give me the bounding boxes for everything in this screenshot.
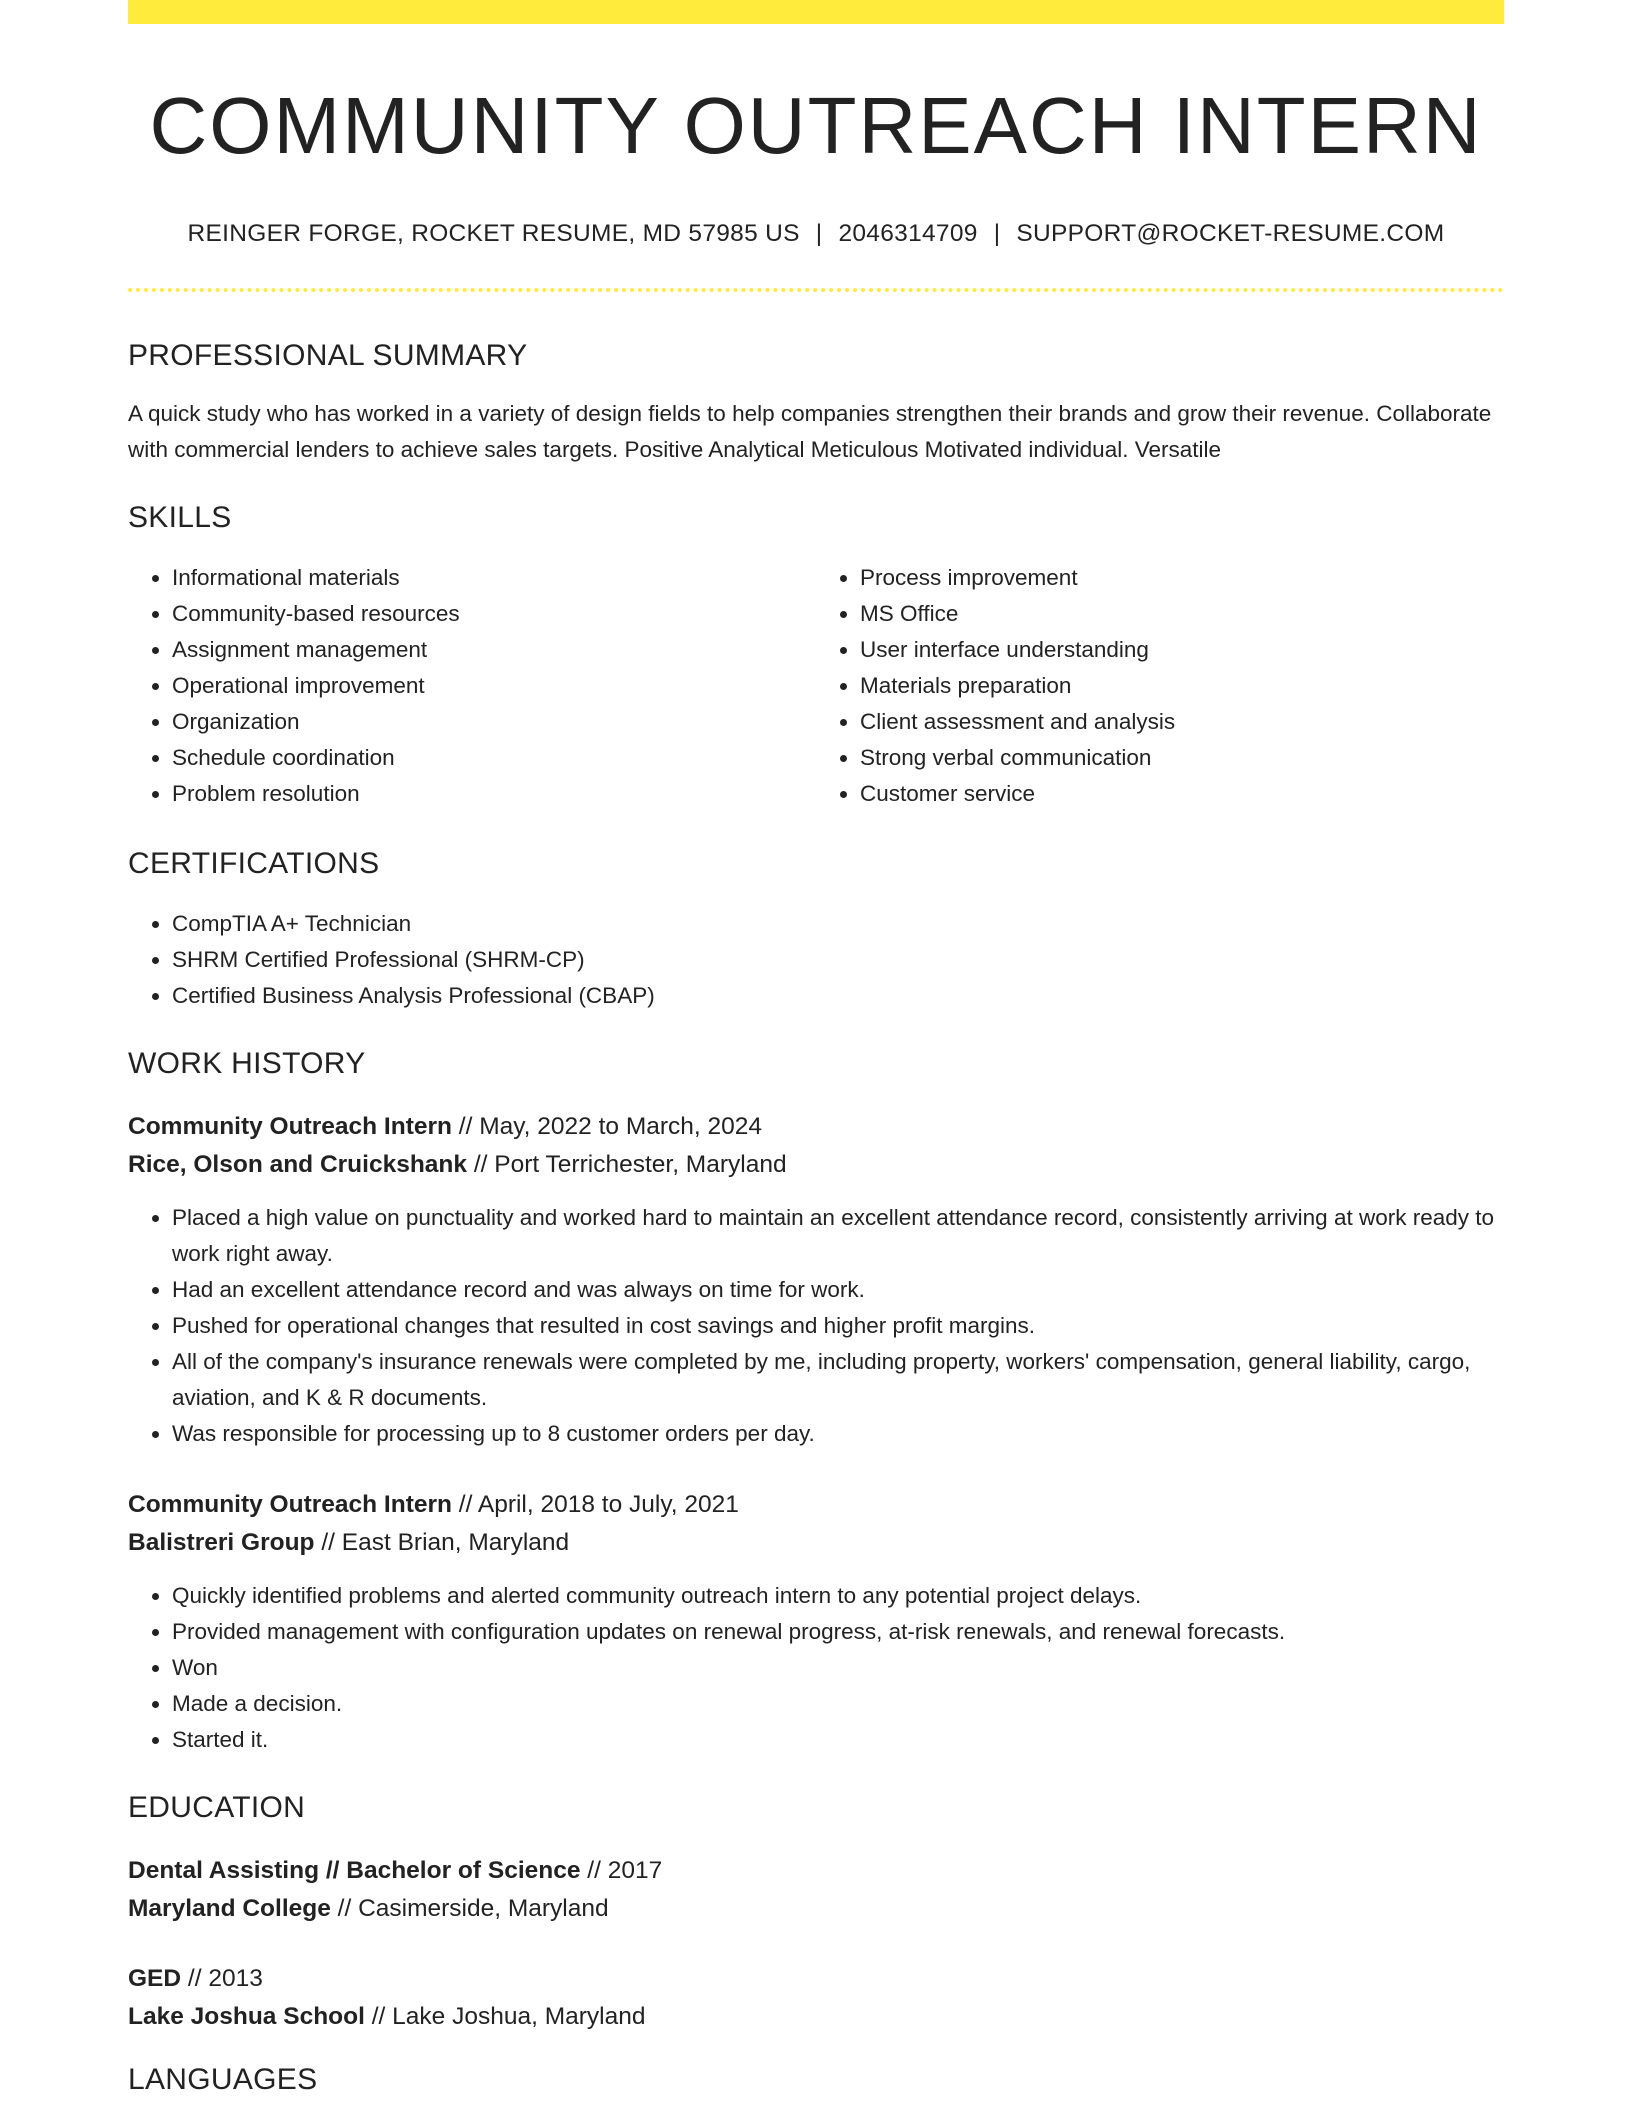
skill-item: • Organization <box>172 704 816 740</box>
skill-item: • Operational improvement <box>172 668 816 704</box>
skill-item: • Community-based resources <box>172 596 816 632</box>
job-bullet: • Provided management with configuration updates on renewal progress, at-risk renewals, and renewal forecasts. <box>172 1614 1504 1650</box>
education-degree: GED <box>128 1965 182 1992</box>
education-location: // Casimerside, Maryland <box>337 1895 609 1922</box>
job-bullet: • Won <box>172 1650 1504 1686</box>
job-entry <box>128 1108 1504 1452</box>
education-school-line <box>128 1890 1504 1928</box>
education-school: Lake Joshua School <box>128 2003 365 2030</box>
skill-item: • Informational materials <box>172 560 816 596</box>
skill-item: • Materials preparation <box>860 668 1504 704</box>
job-title-line <box>128 1108 1504 1146</box>
education-location: // Lake Joshua, Maryland <box>371 2003 646 2030</box>
education-entry <box>128 1852 1504 1928</box>
job-bullet-list <box>128 1578 1504 1758</box>
education-school: Maryland College <box>128 1895 331 1922</box>
dotted-divider <box>128 288 1504 292</box>
job-company: Balistreri Group <box>128 1529 315 1556</box>
job-bullet: • Was responsible for processing up to 8 customer orders per day. <box>172 1416 1504 1452</box>
job-bullet: • Pushed for operational changes that resulted in cost savings and higher profit margins. <box>172 1308 1504 1344</box>
skill-item: • Assignment management <box>172 632 816 668</box>
job-location: // Port Terrichester, Maryland <box>473 1151 787 1178</box>
work-history-heading: WORK HISTORY <box>128 1047 366 1080</box>
top-accent-bar <box>128 0 1504 24</box>
skill-item: • Process improvement <box>860 560 1504 596</box>
skill-item: • Strong verbal communication <box>860 740 1504 776</box>
skills-heading: SKILLS <box>128 501 232 534</box>
job-company: Rice, Olson and Cruickshank <box>128 1151 468 1178</box>
job-title: Community Outreach Intern <box>128 1113 452 1140</box>
education-degree-line <box>128 1852 1504 1890</box>
skills-list-right <box>816 560 1504 812</box>
job-dates: // May, 2022 to March, 2024 <box>458 1113 763 1140</box>
education-year: // 2013 <box>187 1965 263 1992</box>
job-location: // East Brian, Maryland <box>321 1529 570 1556</box>
certification-item: • Certified Business Analysis Professional (CBAP) <box>172 978 1504 1014</box>
skill-item: • User interface understanding <box>860 632 1504 668</box>
education-degree: Dental Assisting // Bachelor of Science <box>128 1857 581 1884</box>
job-bullet: • Started it. <box>172 1722 1504 1758</box>
candidate-name: COMMUNITY OUTREACH INTERN <box>149 81 1483 170</box>
job-bullet: • Placed a high value on punctuality and worked hard to maintain an excellent attendance record, consistently arriving at work ready to work right away. <box>172 1200 1504 1272</box>
education-entry <box>128 1960 1504 2036</box>
job-company-line <box>128 1146 1504 1184</box>
summary-heading: PROFESSIONAL SUMMARY <box>128 339 528 372</box>
certifications-heading: CERTIFICATIONS <box>128 847 380 880</box>
job-title-line <box>128 1486 1504 1524</box>
contact-line <box>128 220 1504 248</box>
certifications-list <box>128 906 1504 1014</box>
job-bullet-list <box>128 1200 1504 1452</box>
education-school-line <box>128 1998 1504 2036</box>
skill-item: • Client assessment and analysis <box>860 704 1504 740</box>
skill-item: • Customer service <box>860 776 1504 812</box>
resume-page <box>128 0 1504 2098</box>
contact-separator: | <box>993 220 1001 247</box>
skills-grid <box>128 560 1504 812</box>
skill-item: • MS Office <box>860 596 1504 632</box>
certification-item: • SHRM Certified Professional (SHRM-CP) <box>172 942 1504 978</box>
skill-item: • Schedule coordination <box>172 740 816 776</box>
job-company-line <box>128 1524 1504 1562</box>
contact-address: REINGER FORGE, ROCKET RESUME, MD 57985 US <box>187 220 800 247</box>
job-dates: // April, 2018 to July, 2021 <box>458 1491 739 1518</box>
summary-text: A quick study who has worked in a variety of design fields to help companies strengthen their brands and grow their revenue. Collaborate with commercial lenders to achieve sales targets. Positive Analytical Meticulous Motivated individual. Versatile <box>128 401 1492 462</box>
job-bullet: • All of the company's insurance renewals were completed by me, including property, workers' compensation, general liability, cargo, aviation, and K & R documents. <box>172 1344 1504 1416</box>
contact-email: SUPPORT@ROCKET-RESUME.COM <box>1016 220 1445 247</box>
certification-item: • CompTIA A+ Technician <box>172 906 1504 942</box>
education-year: // 2017 <box>587 1857 663 1884</box>
education-heading: EDUCATION <box>128 1791 306 1824</box>
contact-separator: | <box>815 220 823 247</box>
job-bullet: • Had an excellent attendance record and was always on time for work. <box>172 1272 1504 1308</box>
job-bullet: • Made a decision. <box>172 1686 1504 1722</box>
education-degree-line <box>128 1960 1504 1998</box>
job-title: Community Outreach Intern <box>128 1491 452 1518</box>
job-bullet: • Quickly identified problems and alerted community outreach intern to any potential project delays. <box>172 1578 1504 1614</box>
contact-phone: 2046314709 <box>838 220 978 247</box>
skills-list-left <box>128 560 816 812</box>
skill-item: • Problem resolution <box>172 776 816 812</box>
job-entry <box>128 1486 1504 1758</box>
languages-heading: LANGUAGES <box>128 2063 318 2096</box>
